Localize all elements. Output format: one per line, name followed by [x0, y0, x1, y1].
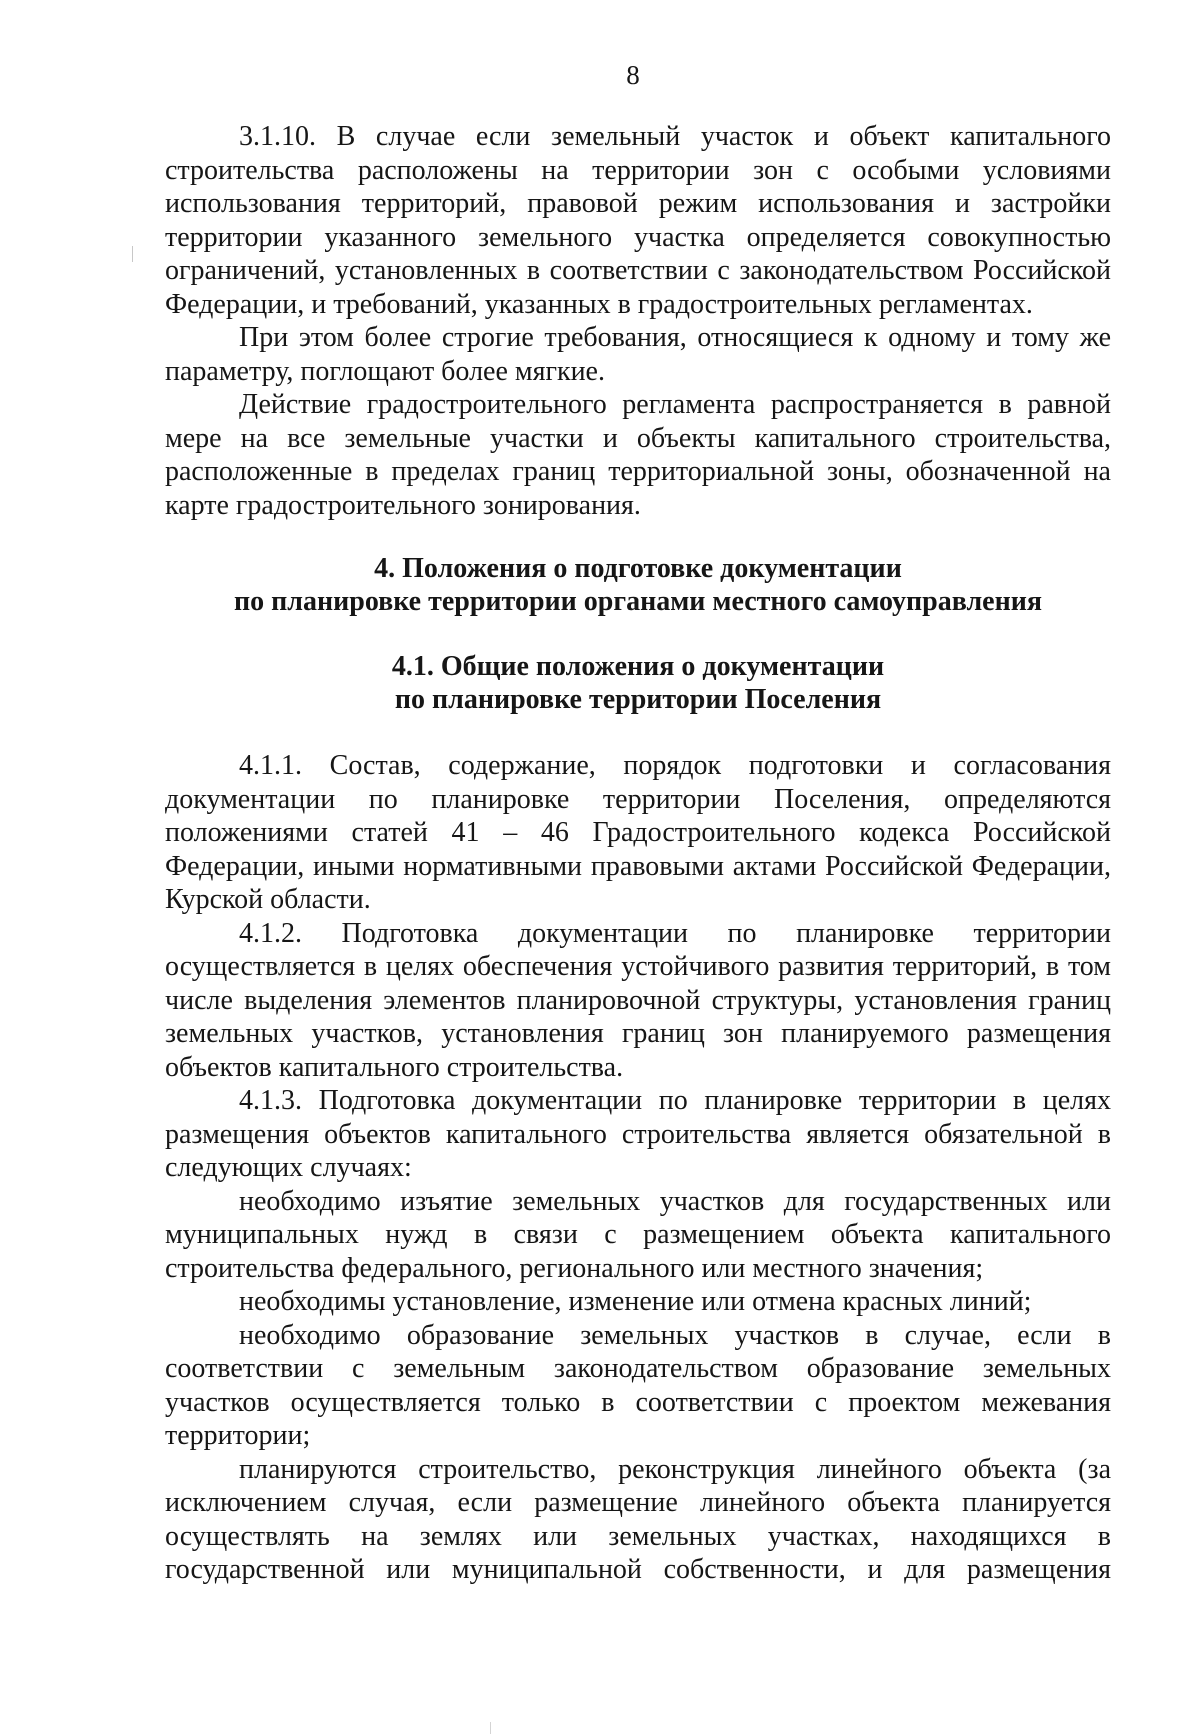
paragraph-4-1-1: 4.1.1. Состав, содержание, порядок подготовки и согласования документации по планировке территории Поселения, определяются положениями статей 41 – 46 Градостроительного кодекса Российской Федерации, иными нормативными правовыми актами Российской Федерации, Курской области.: [165, 750, 1111, 915]
section-heading-line-1: 4. Положения о подготовке документации: [374, 553, 902, 584]
paragraph-4-1-2: 4.1.2. Подготовка документации по планировке территории осуществляется в целях обеспечения устойчивого развития территорий, в том числе выделения элементов планировочной структуры, установления границ земельных участков, установления границ зон планируемого размещения объектов капитального строительства.: [165, 917, 1111, 1083]
subsection-heading-line-2: по планировке территории Поселения: [394, 684, 882, 715]
scan-artifact: [490, 1722, 491, 1734]
page-number: 8: [626, 60, 640, 90]
section-heading: [165, 552, 1111, 618]
list-item-land-formation: необходимо образование земельных участков в случае, если в соответствии с земельным законодательством образование земельных участков осуществляется только в соответствии с проектом межевания территории;: [165, 1319, 1111, 1451]
document-body: [165, 120, 1111, 1587]
paragraph-regulation-scope: Действие градостроительного регламента распространяется в равной мере на все земельные участки и объекты капитального строительства, расположенные в пределах границ территориальной зоны, обозначенной на карте градостроительного зонирования.: [165, 389, 1111, 521]
list-item-linear-object: планируются строительство, реконструкция линейного объекта (за исключением случая, если размещение линейного объекта планируется осуществлять на землях или земельных участках, находящихся в государственной или муниципальной собственности, и для размещения: [165, 1453, 1111, 1585]
paragraph-strict-requirements: При этом более строгие требования, относящиеся к одному и тому же параметру, поглощают более мягкие.: [165, 322, 1111, 387]
paragraph-3-1-10: 3.1.10. В случае если земельный участок и объект капитального строительства расположены на территории зон с особыми условиями использования территорий, правовой режим использования и застройки территории указанного земельного участка определяется совокупностью ограничений, установленных в соответствии с законодательством Российской Федерации, и требований, указанных в градостроительных регламентах.: [165, 121, 1111, 320]
subsection-heading: [165, 650, 1111, 716]
section-heading-line-2: по планировке территории органами местного самоуправления: [234, 586, 1042, 617]
scan-artifact: [132, 246, 133, 262]
subsection-heading-line-1: 4.1. Общие положения о документации: [391, 651, 885, 682]
list-item-land-seizure: необходимо изъятие земельных участков для государственных или муниципальных нужд в связи с размещением объекта капитального строительства федерального, регионального или местного значения;: [165, 1185, 1111, 1284]
list-item-red-lines: необходимы установление, изменение или отмена красных линий;: [239, 1286, 1032, 1317]
paragraph-4-1-3: 4.1.3. Подготовка документации по планировке территории в целях размещения объектов капитального строительства является обязательной в следующих случаях:: [165, 1085, 1111, 1183]
